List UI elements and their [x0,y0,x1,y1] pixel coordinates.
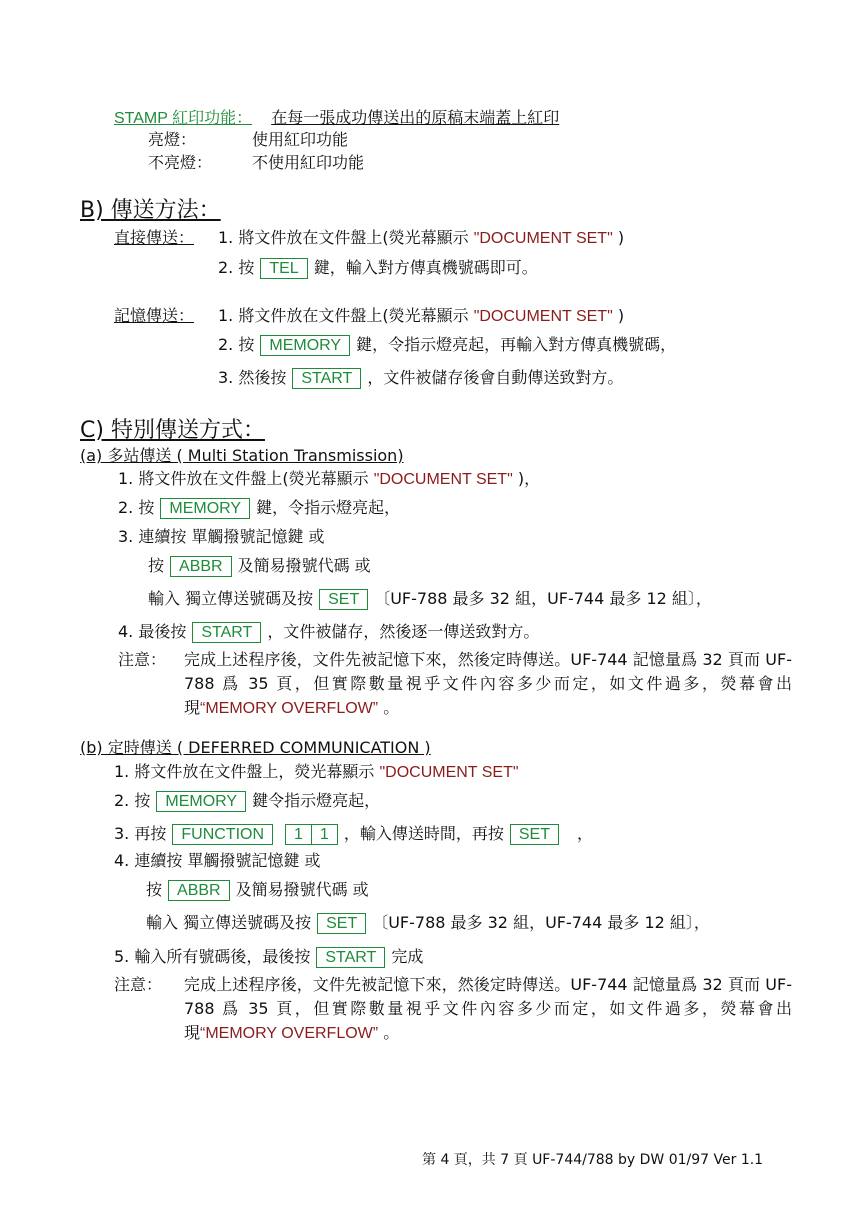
deferred-step-2 [114,791,380,812]
direct-step-2-end: 鍵，輸入對方傳真機號碼即可。 [313,258,538,277]
multi-step-2-text: 2. 按 [118,498,155,517]
set-key: SET [317,913,366,934]
deferred-step-4-abbr-text: 按 [146,880,163,899]
memory-key: MEMORY [260,335,350,356]
start-key: START [316,947,385,968]
tel-key: TEL [260,258,307,279]
direct-step-2-text: 2. 按 [218,258,255,277]
stamp-off-text: 不使用紅印功能 [252,153,365,172]
deferred-step-3-end: ， [576,824,593,843]
stamp-on-text: 使用紅印功能 [252,130,349,149]
deferred-heading: (b) 定時傳送 ( DEFERRED COMMUNICATION ) [80,738,431,757]
multi-note-label: 注意： [118,650,167,669]
deferred-step-4-set [146,913,710,934]
memory-transmission-label: 記憶傳送： [114,306,195,325]
multi-step-3-abbr-text: 按 [148,556,165,575]
deferred-step-4-set-text: 輸入 獨立傳送號碼及按 [146,913,312,932]
deferred-step-5-text: 5. 輸入所有號碼後，最後按 [114,947,311,966]
set-key: SET [510,824,559,845]
direct-transmission-label: 直接傳送： [114,228,195,247]
multi-note-end: 。 [378,698,400,717]
multi-note-body: 完成上述程序後，文件先被記憶下來，然後定時傳送。UF-744 記憶量爲 32 頁而 UF-788 爲 35 頁，但實際數量視乎文件內容多少而定，如文件過多，熒幕會出現 [184,650,792,717]
multi-step-3-abbr [148,556,371,577]
multi-step-3-set-end: 〔UF-788 最多 32 組，UF-744 最多 12 組〕， [374,589,712,608]
stamp-label: STAMP 紅印功能： [114,110,253,127]
multi-step-4-end: ，文件被儲存，然後逐一傳送致對方。 [267,622,540,641]
section-c-title: C) 特別傳送方式： [80,418,265,443]
multi-step-2-end: 鍵，令指示燈亮起， [256,498,401,517]
deferred-step-4-abbr [146,880,369,901]
section-b-title: B) 傳送方法： [80,198,221,223]
deferred-step-2-end: 鍵令指示燈亮起， [252,791,381,810]
memory-step-2-text: 2. 按 [218,335,255,354]
multi-step-3-set [148,589,712,610]
deferred-note-text [184,973,792,1046]
multi-station-heading: (a) 多站傳送 ( Multi Station Transmission) [80,446,404,465]
deferred-step-1-text: 1. 將文件放在文件盤上，熒光幕顯示 [114,762,380,781]
deferred-note-body: 完成上述程序後，文件先被記憶下來，然後定時傳送。UF-744 記憶量爲 32 頁而 UF-788 爲 35 頁，但實際數量視乎文件內容多少而定，如文件過多，熒幕會出現 [184,975,792,1042]
start-key: START [292,368,361,389]
multi-step-1 [118,469,540,490]
deferred-step-4: 4. 連續按 單觸撥號記憶鍵 或 [114,851,321,870]
deferred-step-3-mid: ，輸入傳送時間，再按 [343,824,504,843]
direct-step-1-end: ) [612,228,625,247]
memory-step-1-text: 1. 將文件放在文件盤上(熒光幕顯示 [218,306,474,325]
stamp-on-label: 亮燈： [148,130,197,149]
deferred-note-label: 注意： [114,975,163,994]
memory-step-1-end: ) [612,306,625,325]
deferred-step-5-end: 完成 [391,947,424,966]
digit-1-key: 1 [312,824,338,845]
display-message: "DOCUMENT SET" [473,230,613,247]
deferred-note-end: 。 [378,1023,400,1042]
memory-step-3 [218,368,623,389]
multi-step-1-text: 1. 將文件放在文件盤上(熒光幕顯示 [118,469,374,488]
memory-step-2 [218,335,676,356]
abbr-key: ABBR [170,556,232,577]
memory-overflow-message: “MEMORY OVERFLOW” [200,700,379,717]
deferred-step-4-set-end: 〔UF-788 最多 32 組，UF-744 最多 12 組〕， [372,913,710,932]
deferred-step-1 [114,762,519,783]
multi-step-2 [118,498,400,519]
digit-1-key: 1 [285,824,312,845]
stamp-line [114,108,559,129]
multi-step-4-text: 4. 最後按 [118,622,187,641]
multi-step-1-end: )， [512,469,541,488]
memory-key: MEMORY [160,498,250,519]
multi-step-4 [118,622,539,643]
deferred-step-2-text: 2. 按 [114,791,151,810]
deferred-step-3-text: 3. 再按 [114,824,167,843]
memory-overflow-message: “MEMORY OVERFLOW” [200,1025,379,1042]
function-key: FUNCTION [172,824,273,845]
page-footer: 第 4 頁，共 7 頁 UF-744/788 by DW 01/97 Ver 1.1 [422,1152,764,1168]
memory-step-3-end: ，文件被儲存後會自動傳送致對方。 [367,368,624,387]
deferred-step-3 [114,824,593,845]
memory-key: MEMORY [156,791,246,812]
direct-step-1 [218,228,624,249]
display-message: "DOCUMENT SET" [373,471,513,488]
multi-note-text [184,648,792,721]
memory-step-1 [218,306,624,327]
memory-step-3-text: 3. 然後按 [218,368,287,387]
display-message: "DOCUMENT SET" [379,764,519,781]
start-key: START [192,622,261,643]
multi-step-3: 3. 連續按 單觸撥號記憶鍵 或 [118,527,325,546]
display-message: "DOCUMENT SET" [473,308,613,325]
direct-step-2 [218,258,538,279]
multi-step-3-abbr-end: 及簡易撥號代碼 或 [237,556,371,575]
set-key: SET [319,589,368,610]
stamp-description: 在每一張成功傳送出的原稿末端蓋上紅印 [271,108,560,127]
deferred-step-5 [114,947,423,968]
direct-step-1-text: 1. 將文件放在文件盤上(熒光幕顯示 [218,228,474,247]
abbr-key: ABBR [168,880,230,901]
multi-step-3-set-text: 輸入 獨立傳送號碼及按 [148,589,314,608]
deferred-step-4-abbr-end: 及簡易撥號代碼 或 [235,880,369,899]
memory-step-2-end: 鍵，令指示燈亮起，再輸入對方傳真機號碼， [356,335,677,354]
stamp-off-label: 不亮燈： [148,153,213,172]
